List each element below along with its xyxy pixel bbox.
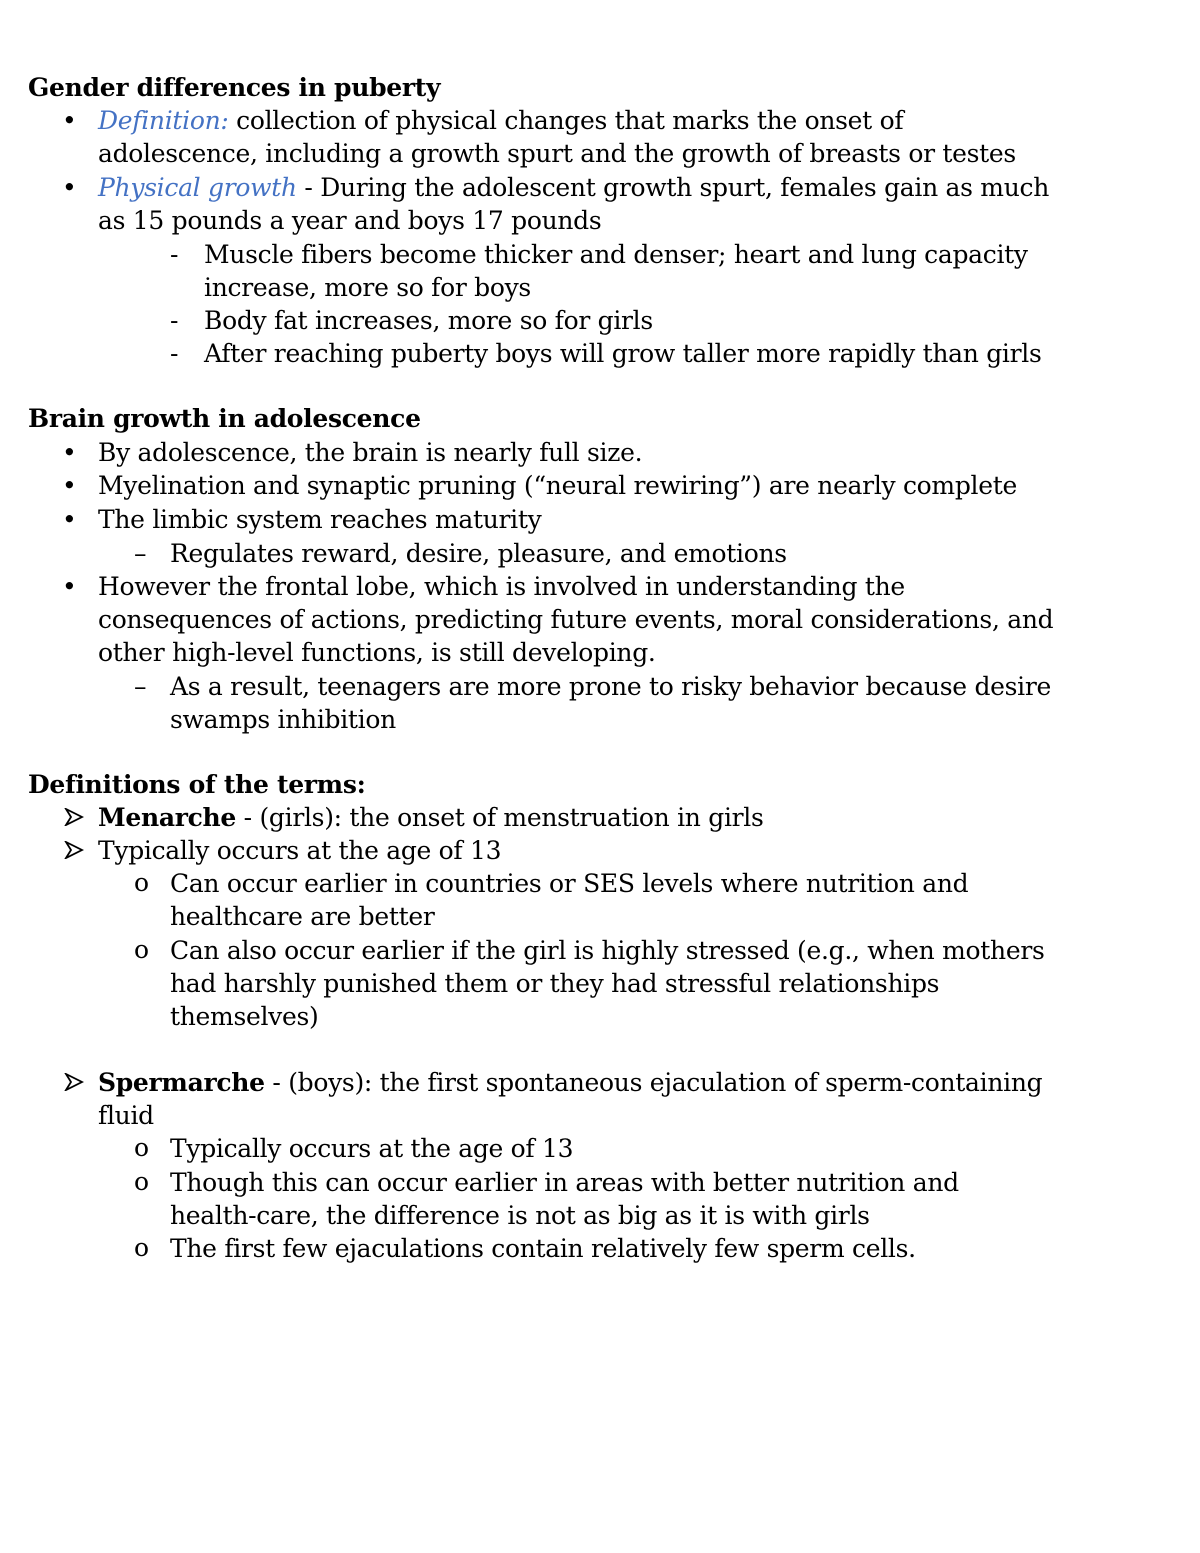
heading-gender-differences: Gender differences in puberty [28, 73, 441, 102]
circle-marker: o [134, 868, 150, 897]
brain-item: Myelination and synaptic pruning (“neural rewiring”) are nearly complete [98, 471, 1017, 500]
brain-item: The limbic system reaches maturity [98, 505, 542, 534]
circle-marker: o [134, 1133, 150, 1162]
spermarche-line [98, 1066, 1042, 1099]
dash-marker: - [170, 306, 179, 335]
definition-line-2: adolescence, including a growth spurt and the growth of breasts or testes [98, 139, 1016, 168]
spermarche-sub-item: health-care, the difference is not as big as it is with girls [170, 1201, 870, 1230]
menarche-text: - (girls): the onset of menstruation in girls [236, 803, 764, 832]
definition-term: Definition: [98, 106, 229, 135]
frontal-lobe-line-1: However the frontal lobe, which is involved in understanding the [98, 572, 905, 601]
spermarche-line-2: fluid [98, 1101, 154, 1130]
physical-growth-term: Physical growth [98, 173, 297, 202]
frontal-lobe-line-3: other high-level functions, is still developing. [98, 638, 656, 667]
circle-marker: o [134, 1167, 150, 1196]
limbic-sub-item: Regulates reward, desire, pleasure, and emotions [170, 539, 787, 568]
physical-sub-item: After reaching puberty boys will grow taller more rapidly than girls [204, 339, 1042, 368]
definition-line-1 [98, 104, 903, 137]
bullet-marker: • [62, 471, 77, 500]
physical-growth-text: - During the adolescent growth spurt, females gain as much [296, 173, 1050, 202]
physical-sub-item: Muscle fibers become thicker and denser; heart and lung capacity [204, 240, 1028, 269]
spermarche-term: Spermarche [98, 1068, 265, 1097]
spermarche-sub-item: The first few ejaculations contain relatively few sperm cells. [170, 1234, 916, 1263]
frontal-sub-line-2: swamps inhibition [170, 705, 396, 734]
bullet-marker: • [62, 173, 77, 202]
menarche-sub-item: themselves) [170, 1002, 319, 1031]
spermarche-sub-item: Typically occurs at the age of 13 [170, 1134, 574, 1163]
menarche-term: Menarche [98, 803, 237, 832]
dash-marker: - [170, 339, 179, 368]
menarche-sub-item: Can also occur earlier if the girl is highly stressed (e.g., when mothers [170, 936, 1045, 965]
bullet-marker: • [62, 106, 77, 135]
spermarche-text: - (boys): the first spontaneous ejaculation of sperm-containing [264, 1068, 1043, 1097]
endash-marker: – [134, 672, 147, 701]
bullet-marker: • [62, 505, 77, 534]
brain-item: By adolescence, the brain is nearly full size. [98, 438, 643, 467]
dash-marker: - [170, 240, 179, 269]
bullet-marker: • [62, 438, 77, 467]
heading-definitions: Definitions of the terms: [28, 770, 366, 799]
spermarche-sub-item: Though this can occur earlier in areas with better nutrition and [170, 1168, 959, 1197]
physical-growth-line-2: as 15 pounds a year and boys 17 pounds [98, 206, 602, 235]
menarche-sub-item: Can occur earlier in countries or SES levels where nutrition and [170, 869, 969, 898]
endash-marker: – [134, 539, 147, 568]
definition-text: collection of physical changes that marks the onset of [228, 106, 904, 135]
menarche-sub-item: had harshly punished them or they had stressful relationships [170, 969, 940, 998]
bullet-marker: • [62, 572, 77, 601]
menarche-sub-item: healthcare are better [170, 902, 435, 931]
menarche-line [98, 801, 764, 834]
frontal-sub-line-1: As a result, teenagers are more prone to risky behavior because desire [170, 672, 1052, 701]
arrow-bullet-icon [64, 1073, 84, 1091]
arrow-bullet-icon [64, 808, 84, 826]
menarche-age-line: Typically occurs at the age of 13 [98, 836, 502, 865]
circle-marker: o [134, 1233, 150, 1262]
physical-sub-item: Body fat increases, more so for girls [204, 306, 653, 335]
physical-growth-line-1 [98, 171, 1049, 204]
circle-marker: o [134, 935, 150, 964]
heading-brain-growth: Brain growth in adolescence [28, 404, 421, 433]
physical-sub-item: increase, more so for boys [204, 273, 531, 302]
arrow-bullet-icon [64, 841, 84, 859]
frontal-lobe-line-2: consequences of actions, predicting future events, moral considerations, and [98, 605, 1054, 634]
